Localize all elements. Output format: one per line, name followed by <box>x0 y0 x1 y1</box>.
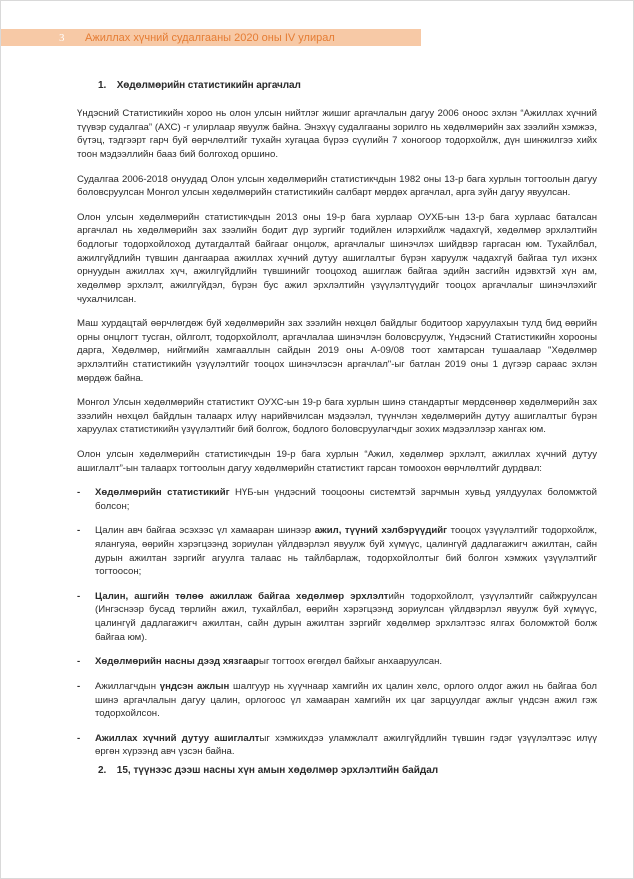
item-text: ыг тогтоох өгөгдөл байхыг анхааруулсан. <box>259 656 443 668</box>
paragraph: Монгол Улсын хөдөлмөрийн статистикт ОУХС-ын 19-р бага хурлын шинэ стандартыг мөрдсөнөөр хөдөлмөрийн зах зээлийн нөхцөл байдлын талаарх илүү нарийвчилсан мэдээлэл, түүнчлэн хөдөлмөрийн дутуу ашиглалтыг бүрэн харуулах статистикийн үзүүлэлтийг бий болгож, бодлого боловсруулагчдыг зохих мэдээллээр хангах юм. <box>77 397 597 436</box>
bullet-marker: - <box>77 656 81 668</box>
section-title: 15, түүнээс дээш насны хүн амын хөдөлмөр эрхлэлтийн байдал <box>116 764 439 776</box>
item-text: ийн тодорхойлолт, үзүүлэлтийг сайжруулсан (Ингэснээр бусад төрлийн ажил, тухайлбал, өөрийн хэрэгцээнд зориулсан үйлдвэрлэл явуулж буй хүмүүс, цалингүй дадлагажигч ажилтан, сайн дурын ажилтан зэргийг хөдөлмөр эрхлэлтээс ялгах боломжтой болж байгаа юм). <box>95 590 597 643</box>
section-heading <box>98 764 597 778</box>
paragraph: Судалгаа 2006-2018 онуудад Олон улсын хөдөлмөрийн статистикчдын 1982 оны 13-р бага хурлын тогтоолын дагуу боловсруулсан Монгол улсын хөдөлмөрийн статистикийн салбарт мөрдөх аргачлал, арга зүйн дагуу явуулсан. <box>77 173 597 199</box>
bold-term: үндсэн ажлын <box>159 680 230 692</box>
list-item <box>77 732 597 759</box>
item-text: ыг хэмжихдээ уламжлалт ажилгүйдлийн түвшин гэдэг үзүүлэлтээс илүү өргөн хүрээнд авч үзсэн байна. <box>95 732 597 758</box>
item-pre-text: Цалин авч байгаа эсэхээс үл хамааран шинээр <box>95 525 315 537</box>
bold-term: Ажиллах хүчний дутуу ашиглалт <box>95 732 260 744</box>
list-item <box>77 486 597 513</box>
list-item <box>77 524 597 578</box>
bold-term: Хөдөлмөрийн статистикийг <box>95 487 230 499</box>
section-title: Хөдөлмөрийн статистикийн аргачлал <box>116 80 301 91</box>
paragraph: Маш хурдацтай өөрчлөгдөж буй хөдөлмөрийн зах зээлийн нөхцөл байдлыг бодитоор харуулахын тулд бид өөрийн орны онцлогт тусган, ойлголт, тодорхойлолт, аргачлалаа шинэчлэн боловсруулж, Үндэсний Статистикийн хорооны дарга, Хөдөлмөр, нийгмийн хамгааллын сайдын 2019 оны А-09/08 тоот хамтарсан тушаалаар "Хөдөлмөр эрхлэлтийн статистикийн үзүүлэлтийг тооцох шинэчлэсэн аргачлал"-ыг батлан 2019 оны 1 дүгээр сараас эхлэн мөрдөж байна. <box>77 318 597 384</box>
list-item <box>77 655 597 669</box>
page-number: 3 <box>59 31 65 44</box>
item-text: НҮБ-ын үндэсний тооцооны системтэй зарчмын хувьд уялдуулах боломжтой болсон; <box>95 487 597 512</box>
header-bar <box>1 29 421 46</box>
section-number: 2. <box>98 764 107 776</box>
section-number: 1. <box>98 80 107 91</box>
bullet-marker: - <box>77 680 81 692</box>
item-text: шалгуур нь хүүчнаар хамгийн их цалин хөлс, орлого олдог ажил нь байгаа бол шинэ аргачлалын дагуу цалин, орлогоос үл хамааран хамгийн их цаг зарцуулдаг ажлыг үндсэн ажил гэж тодорхойлсон. <box>95 680 597 720</box>
item-text: тооцох үзүүлэлтийг тодорхойлж, ялангуяа, өөрийн хэрэгцээнд зориулан үйлдвэрлэл явуулж буй хүмүүс, цалингүй дадлагажигч ажилтан, сайн дурын ажилтан зэргийг агуулга талаас нь тайлбарлаж, тодорхойлолтыг бий болгон хэмжих үзүүлэлтийг тогтоосон; <box>95 525 597 578</box>
paragraph: Үндэсний Статистикийн хороо нь олон улсын нийтлэг жишиг аргачлалын дагуу 2006 оноос эхлэн “Ажиллах хүчний түүвэр судалгаа” (АХС) -г улирлаар явуулж байна. Энэхүү судалгааны зорилго нь хөдөлмөрийн зах зээлийн хэмжээ, бүтэц, тэдгээрт гарч буй өөрчлөлтийг тухайн хугацаа бүрээ сүүлийн 7 хоногоор тодорхойлж, дүн шинжилгээ хийх тоон мэдээллийн бааз бий болгоход оршино. <box>77 108 597 161</box>
report-title: Ажиллах хүчний судалгааны 2020 оны IV улирал <box>85 31 335 44</box>
paragraph: Олон улсын хөдөлмөрийн статистикчдын 2013 оны 19-р бага хурлаар ОУХБ-ын 13-р бага хурлаас баталсан аргачлал нь хөдөлмөрийн зах зээлийн бодит дүр зургийг тодийлен илэрхийлж чадахгүй, хөдөлмөр эрхлэлтийн бодлогыг тодорхойлоход дутагдалтай байгааг онцолж, аргачлалыг шинэчлэх шийдвэр гаргасан юм. Тухайлбал, ажилгүйдлийн түвшин дангаараа ажиллах хүчний дутуу ашиглалтыг бүрэн харуулж чадахгүй байгаа тул ихэнх орнуудын ажиллах хүч, ажилгүйдлийн түвшинийг тооцоход ашиглаж байгаа эдийн засгийн идэвхтэй хүн ам, хөдөлмөр эрхлэлт, ажилгүйдэл, бүрэн бус ажил эрхлэлтийн үзүүлэлтүүдийг тооцох аргачлалыг шинэчлэхийг чухалчилсан. <box>77 211 597 305</box>
paragraph: Олон улсын хөдөлмөрийн статистикчдын 19-р бага хурлын “Ажил, хөдөлмөр эрхлэлт, ажиллах хүчний дутуу ашиглалт”-ын талаарх тогтоолын дагуу хөдөлмөрийн статистикт гарсан томоохон өөрчлөлтийг дурдвал: <box>77 448 597 474</box>
bullet-marker: - <box>77 590 81 602</box>
bullet-marker: - <box>77 732 81 744</box>
section-heading <box>98 79 597 93</box>
item-pre-text: Ажиллагчдын <box>95 680 160 692</box>
bullet-marker: - <box>77 487 81 499</box>
bold-term: ажил, түүний хэлбэрүүдийг <box>314 525 448 537</box>
bullet-marker: - <box>77 525 81 537</box>
list-item <box>77 680 597 721</box>
bold-term: Хөдөлмөрийн насны дээд хязгаар <box>95 656 260 668</box>
list-item <box>77 590 597 644</box>
document-body <box>77 79 597 778</box>
bold-term: Цалин, ашгийн төлөө ажиллаж байгаа хөдөлмөр эрхлэлт <box>95 590 389 602</box>
change-list <box>77 486 597 759</box>
